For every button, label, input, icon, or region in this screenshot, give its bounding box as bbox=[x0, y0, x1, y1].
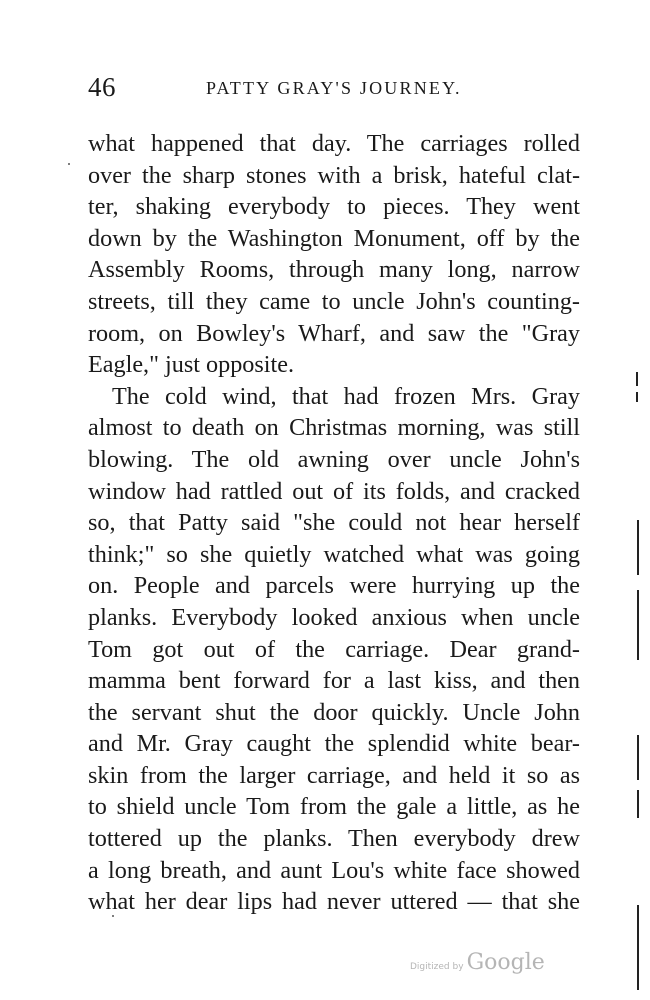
scan-edge-mark bbox=[637, 735, 639, 780]
running-head: PATTY GRAY'S JOURNEY. bbox=[206, 78, 462, 98]
text-line: almost to death on Christmas morning, was still bbox=[88, 414, 580, 442]
google-logo: Google bbox=[466, 950, 545, 975]
text-line: mamma bent forward for a last kiss, and then bbox=[88, 667, 580, 695]
page-number: 46 bbox=[88, 72, 116, 102]
text-line: Assembly Rooms, through many long, narrow bbox=[88, 256, 580, 284]
scan-edge-mark bbox=[637, 590, 639, 660]
text-line: window had rattled out of its folds, and cracked bbox=[88, 477, 580, 505]
text-line: what happened that day. The carriages rolled bbox=[88, 130, 580, 157]
text-line: so, that Patty said "she could not hear herself bbox=[88, 509, 580, 537]
paragraph bbox=[88, 128, 580, 381]
text-line: over the sharp stones with a brisk, hateful clat- bbox=[88, 161, 580, 189]
text-line: planks. Everybody looked anxious when uncle bbox=[88, 603, 580, 631]
scan-edge-mark bbox=[637, 905, 639, 990]
scan-edge-mark bbox=[637, 790, 639, 818]
text-line: on. People and parcels were hurrying up the bbox=[88, 572, 580, 600]
text-line: Tom got out of the carriage. Dear grand- bbox=[88, 635, 580, 663]
google-watermark bbox=[410, 950, 545, 975]
scan-speck bbox=[68, 163, 70, 165]
digitized-by-label: Digitized by bbox=[410, 962, 464, 972]
text-line: ter, shaking everybody to pieces. They went bbox=[88, 193, 580, 221]
text-line: a long breath, and aunt Lou's white face showed bbox=[88, 856, 580, 884]
scan-edge-mark bbox=[637, 520, 639, 575]
text-line: room, on Bowley's Wharf, and saw the "Gray bbox=[88, 319, 580, 347]
text-line: tottered up the planks. Then everybody drew bbox=[88, 825, 580, 853]
text-line: down by the Washington Monument, off by the bbox=[88, 224, 580, 252]
text-line: The cold wind, that had frozen Mrs. Gray bbox=[112, 382, 580, 410]
text-line: think;" so she quietly watched what was going bbox=[88, 540, 580, 568]
paragraph bbox=[88, 381, 580, 918]
text-line: streets, till they came to uncle John's counting- bbox=[88, 287, 580, 315]
body-text bbox=[88, 128, 580, 918]
text-line: Eagle," just opposite. bbox=[88, 351, 295, 379]
text-line: the servant shut the door quickly. Uncle John bbox=[88, 698, 580, 726]
text-line: and Mr. Gray caught the splendid white bear- bbox=[88, 730, 580, 758]
scan-edge-mark bbox=[636, 392, 638, 402]
text-line: blowing. The old awning over uncle John's bbox=[88, 445, 580, 473]
text-line: what her dear lips had never uttered — that she bbox=[88, 888, 580, 916]
text-line: to shield uncle Tom from the gale a little, as he bbox=[88, 793, 580, 821]
scan-speck bbox=[112, 915, 114, 917]
scan-edge-mark bbox=[636, 372, 638, 386]
text-line: skin from the larger carriage, and held it so as bbox=[88, 761, 580, 789]
